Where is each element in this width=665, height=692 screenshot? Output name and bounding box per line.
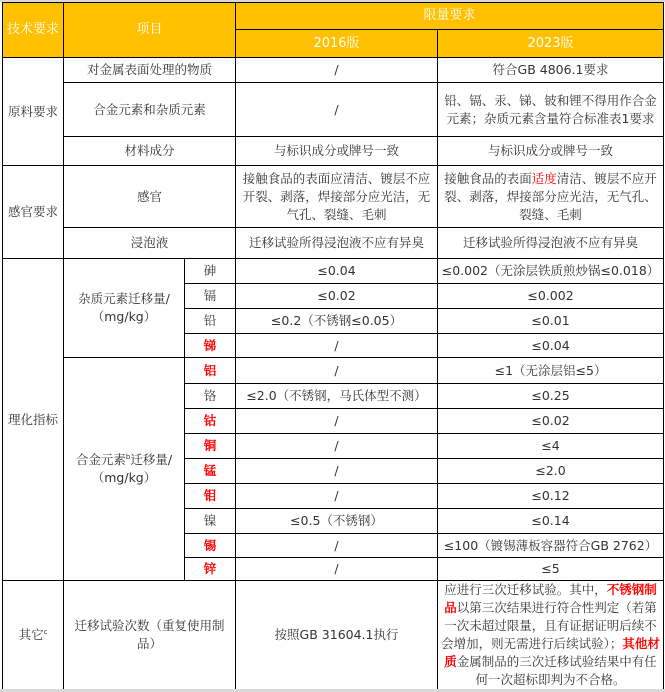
element-molybdenum: 钼: [185, 484, 236, 509]
element-zinc: 锌: [185, 558, 236, 581]
value-2016: /: [236, 58, 438, 83]
value-2016: /: [236, 334, 438, 358]
category-physchem: 理化指标: [3, 259, 64, 581]
value-2023: ≤1（无涂层铝≤5）: [438, 358, 664, 384]
category-raw-material: 原料要求: [3, 58, 64, 166]
element-tin: 锡: [185, 534, 236, 558]
element-arsenic: 砷: [185, 259, 236, 284]
item-label: 对金属表面处理的物质: [64, 58, 236, 83]
element-cadmium: 镉: [185, 284, 236, 309]
item-label: 浸泡液: [64, 228, 236, 259]
alloy-migration-label: 合金元素$^b$迁移量/ （mg/kg）: [64, 358, 185, 581]
category-sensory: 感官要求: [3, 166, 64, 259]
value-2023: 铅、镉、汞、锑、铍和锂不得用作合金元素；杂质元素含量符合标准表1要求: [438, 83, 664, 137]
element-nickel: 镍: [185, 509, 236, 534]
highlight-text: 不锈钢制品: [444, 582, 657, 615]
value-2016: 按照GB 31604.1执行: [236, 581, 438, 690]
value-2016: ≤0.04: [236, 259, 438, 284]
impurity-migration-label: 杂质元素迁移量/ （mg/kg）: [64, 259, 185, 358]
value-2016: /: [236, 484, 438, 509]
value-2023: ≤2.0: [438, 459, 664, 484]
value-2023: ≤0.002: [438, 284, 664, 309]
value-2023: ≤0.04: [438, 334, 664, 358]
value-2023: ≤0.002（无涂层铁质煎炒锅≤0.018）: [438, 259, 664, 284]
value-2023-text: 接触食品的表面: [444, 170, 532, 186]
header-2016: 2016版: [236, 30, 438, 58]
header-row: [3, 3, 664, 30]
element-aluminum: 铝: [185, 358, 236, 384]
value-2016: 迁移试验所得浸泡液不应有异臭: [236, 228, 438, 259]
value-2023: ≤0.25: [438, 384, 664, 409]
table-row: [3, 358, 664, 384]
item-label: 材料成分: [64, 137, 236, 166]
item-label: 合金元素和杂质元素: [64, 83, 236, 137]
value-2016: /: [236, 83, 438, 137]
table-row: [3, 58, 664, 83]
value-2023: ≤0.12: [438, 484, 664, 509]
value-2023: 与标识成分或牌号一致: [438, 137, 664, 166]
value-2023: 迁移试验所得浸泡液不应有异臭: [438, 228, 664, 259]
table-row: [3, 166, 664, 228]
category-other: 其它$^c$: [3, 581, 64, 690]
value-2016: /: [236, 558, 438, 581]
item-label: 感官: [64, 166, 236, 228]
value-2016: 接触食品的表面应清洁、镀层不应开裂、剥落，焊接部分应光洁，无气孔、裂缝、毛刺: [236, 166, 438, 228]
value-2016: ≤0.5（不锈钢）: [236, 509, 438, 534]
header-tech-requirement: 技术要求: [3, 3, 64, 58]
value-2023: [438, 166, 664, 228]
value-2023: ≤0.01: [438, 309, 664, 334]
value-2016: /: [236, 534, 438, 558]
value-2023: ≤0.02: [438, 409, 664, 434]
value-2023-text: 清洁、镀层不应开裂、剥落，焊接部分应光洁，无气孔、裂缝、毛刺: [444, 170, 657, 222]
value-2016: /: [236, 358, 438, 384]
value-2023: ≤4: [438, 434, 664, 459]
value-2016: /: [236, 434, 438, 459]
table-row: [3, 581, 664, 690]
value-2023: ≤5: [438, 558, 664, 581]
header-2023: 2023版: [438, 30, 664, 58]
value-2023: 应进行三次迁移试验。其中，不锈钢制品以第三次结果进行符合性判定（若第一次未超过限量，且有证据证明后续不会增加，则无需进行后续试验）；其他材质金属制品的三次迁移试验结果中有任何一次超标即判为不合格。: [438, 581, 664, 690]
item-label: 迁移试验次数（重复使用制品）: [64, 581, 236, 690]
element-lead: 铅: [185, 309, 236, 334]
header-item: 项目: [64, 3, 236, 58]
header-limit-requirement: 限量要求: [236, 3, 664, 30]
highlight-text: 其他材质: [444, 636, 660, 669]
element-antimony: 锑: [185, 334, 236, 358]
value-2016: /: [236, 459, 438, 484]
value-2016: /: [236, 409, 438, 434]
table-row: [3, 137, 664, 166]
value-2016: ≤2.0（不锈钢，马氏体型不测）: [236, 384, 438, 409]
limits-comparison-table: [2, 2, 664, 690]
value-2023: 符合GB 4806.1要求: [438, 58, 664, 83]
table-row: [3, 83, 664, 137]
element-manganese: 锰: [185, 459, 236, 484]
element-copper: 铜: [185, 434, 236, 459]
element-chromium: 铬: [185, 384, 236, 409]
value-2023: ≤100（镀锡薄板容器符合GB 2762）: [438, 534, 664, 558]
highlight-text: 适度: [531, 170, 557, 186]
table-row: [3, 259, 664, 284]
value-2016: 与标识成分或牌号一致: [236, 137, 438, 166]
table-row: [3, 228, 664, 259]
value-2023: ≤0.14: [438, 509, 664, 534]
value-2016: ≤0.2（不锈钢≤0.05）: [236, 309, 438, 334]
element-cobalt: 钴: [185, 409, 236, 434]
value-2016: ≤0.02: [236, 284, 438, 309]
